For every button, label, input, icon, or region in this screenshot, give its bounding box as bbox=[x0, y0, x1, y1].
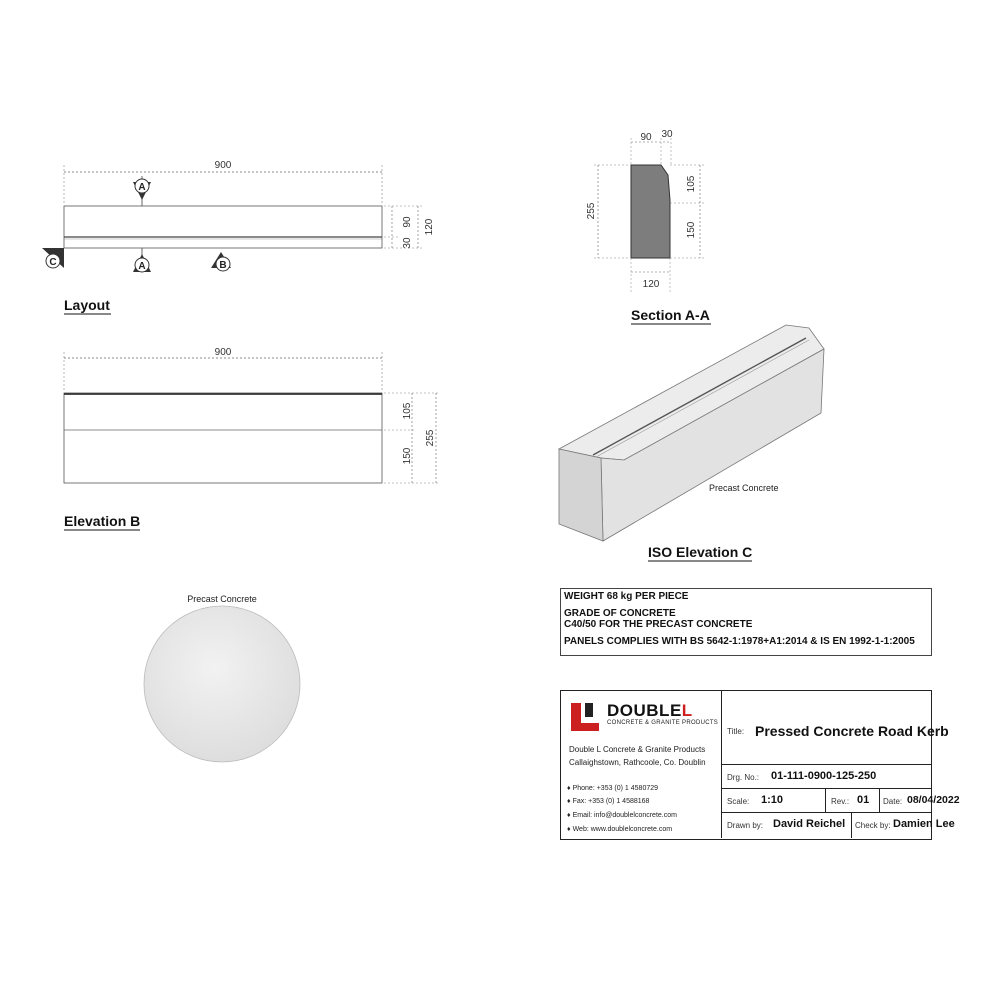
title-row bbox=[721, 691, 949, 765]
layout-dim-90: 90 bbox=[402, 216, 413, 228]
elevation-dim-150: 150 bbox=[402, 447, 413, 465]
drawn-label: Drawn by: bbox=[727, 821, 764, 830]
company-panel bbox=[561, 691, 722, 838]
date-value: 08/04/2022 bbox=[907, 794, 960, 806]
section-dim-90: 90 bbox=[640, 132, 652, 143]
contact-fax: ♦ Fax: +353 (0) 1 4588168 bbox=[567, 798, 650, 805]
section-dim-150: 150 bbox=[686, 221, 697, 239]
section-heading: Section A-A bbox=[631, 307, 710, 323]
iso-heading: ISO Elevation C bbox=[648, 544, 753, 560]
rev-label: Rev.: bbox=[831, 797, 850, 806]
elevation-dim-105: 105 bbox=[402, 402, 413, 420]
contact-phone: ♦ Phone: +353 (0) 1 4580729 bbox=[567, 785, 659, 792]
drawing-title: Pressed Concrete Road Kerb bbox=[755, 723, 949, 739]
section-profile bbox=[631, 165, 670, 258]
drg-label: Drg. No.: bbox=[727, 773, 760, 782]
contact-web: ♦ Web: www.doublelconcrete.com bbox=[567, 826, 673, 833]
company-name: Double L Concrete & Granite Products bbox=[569, 745, 706, 754]
elevation-length-dim: 900 bbox=[214, 347, 232, 358]
scale-value: 1:10 bbox=[761, 794, 784, 806]
elevation-b-view bbox=[64, 347, 440, 530]
signoff-row bbox=[721, 813, 955, 838]
drawn-by: David Reichel bbox=[773, 818, 846, 830]
checked-by: Damien Lee bbox=[893, 818, 955, 830]
svg-text:B: B bbox=[219, 260, 227, 271]
iso-material-label: Precast Concrete bbox=[709, 483, 779, 493]
layout-kerb-outline bbox=[64, 206, 382, 248]
spec-notes bbox=[560, 588, 932, 656]
elevation-heading: Elevation B bbox=[64, 513, 141, 529]
elevation-kerb-outline bbox=[64, 393, 382, 483]
logo-word: DOUBLE bbox=[607, 701, 682, 720]
section-dim-105: 105 bbox=[686, 175, 697, 193]
note-standards: PANELS COMPLIES WITH BS 5642-1:1978+A1:2014 & IS EN 1992-1-1:2005 bbox=[564, 635, 915, 647]
title-block bbox=[560, 690, 960, 840]
diamond-icon: ♦ bbox=[567, 798, 571, 805]
iso-elevation-c-view bbox=[559, 325, 824, 561]
drawing-number-row bbox=[721, 765, 931, 789]
section-dim-255: 255 bbox=[586, 202, 597, 220]
company-logo bbox=[567, 699, 717, 735]
title-label: Title: bbox=[727, 727, 745, 736]
section-a-a-view bbox=[586, 129, 711, 324]
layout-plan-view bbox=[42, 160, 435, 314]
svg-text:A: A bbox=[138, 182, 146, 193]
material-swatch bbox=[144, 594, 300, 762]
layout-dim-120: 120 bbox=[424, 218, 435, 236]
svg-text:C: C bbox=[49, 257, 57, 268]
precast-concrete-swatch bbox=[144, 606, 300, 762]
note-class: C40/50 FOR THE PRECAST CONCRETE bbox=[564, 619, 753, 630]
date-label: Date: bbox=[883, 797, 903, 806]
svg-text:A: A bbox=[138, 261, 146, 272]
layout-dim-30: 30 bbox=[402, 237, 413, 249]
logo-accent: L bbox=[681, 701, 693, 720]
drg-number: 01-111-0900-125-250 bbox=[771, 770, 877, 782]
check-label: Check by: bbox=[855, 821, 891, 830]
layout-length-dim: 900 bbox=[214, 160, 232, 171]
company-address: Callaighstown, Rathcoole, Co. Doublin bbox=[569, 758, 706, 767]
diamond-icon: ♦ bbox=[567, 812, 571, 819]
swatch-label: Precast Concrete bbox=[187, 594, 257, 604]
diamond-icon: ♦ bbox=[567, 785, 571, 792]
scale-rev-date-row bbox=[721, 789, 960, 813]
scale-label: Scale: bbox=[727, 797, 750, 806]
note-grade: GRADE OF CONCRETE bbox=[564, 607, 676, 619]
elevation-dim-255: 255 bbox=[425, 429, 436, 447]
rev-value: 01 bbox=[857, 794, 870, 806]
iso-end-face bbox=[559, 449, 603, 541]
note-weight: WEIGHT 68 kg PER PIECE bbox=[564, 591, 689, 602]
layout-heading: Layout bbox=[64, 297, 110, 313]
logo-mark-icon bbox=[567, 699, 603, 733]
logo-tagline: CONCRETE & GRANITE PRODUCTS bbox=[607, 720, 719, 726]
section-dim-120: 120 bbox=[642, 279, 660, 290]
contact-email: ♦ Email: info@doublelconcrete.com bbox=[567, 812, 677, 819]
diamond-icon: ♦ bbox=[567, 826, 571, 833]
section-dim-30: 30 bbox=[661, 129, 673, 140]
